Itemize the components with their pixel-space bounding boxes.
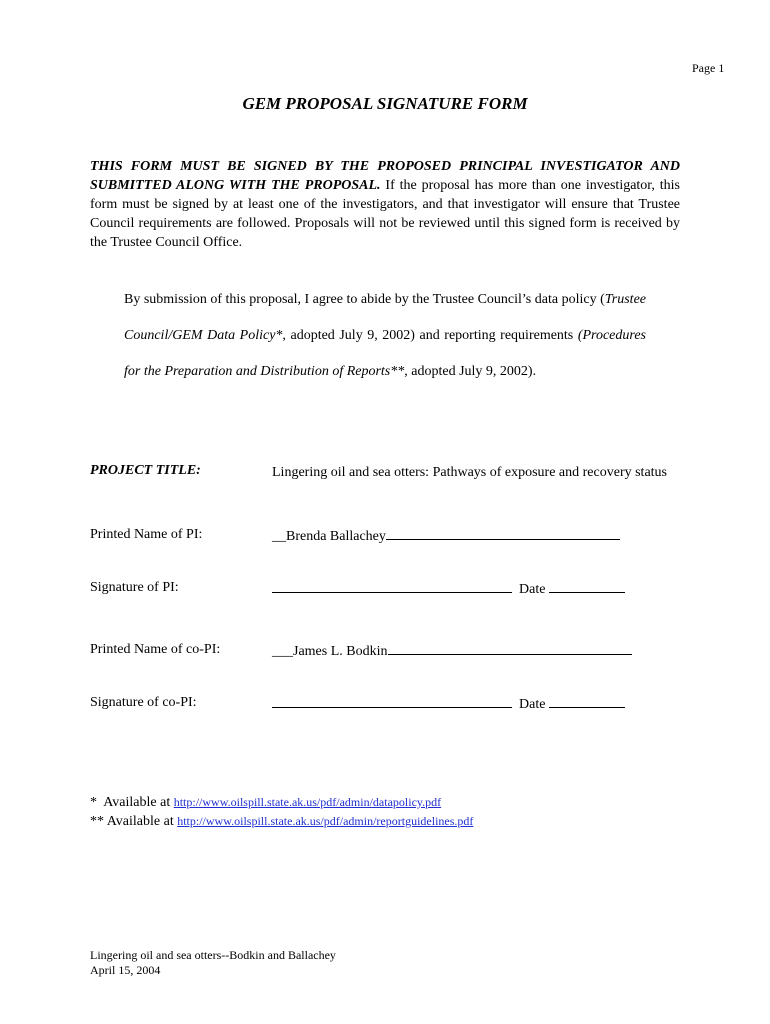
copi-signature-label: Signature of co-PI:: [90, 695, 197, 710]
pi-name-underline: [386, 527, 620, 540]
project-title-label: PROJECT TITLE:: [90, 463, 201, 478]
footer-line-1: Lingering oil and sea otters--Bodkin and Ballachey: [90, 948, 336, 962]
policy-name: Trustee Council/GEM Data Policy*: [124, 292, 646, 343]
pi-signature-line: [272, 580, 512, 593]
copi-signature-line: [272, 695, 512, 708]
copi-signature-field[interactable]: [272, 695, 682, 714]
copi-name-prefix: ___: [272, 644, 293, 659]
copi-date-label: Date: [519, 697, 546, 712]
intro-rest: If the proposal has more than one investigator, this form must be signed by at least one of the investigators, and that investigator will ensure that Trustee Council requirements are followed. Proposals will not be reviewed until this signed form is received by the Trustee Council Office.: [90, 178, 681, 250]
data-policy-link[interactable]: http://www.oilspill.state.ak.us/pdf/admin/datapolicy.pdf: [173, 795, 442, 809]
pi-name-value: Brenda Ballachey: [286, 529, 386, 544]
agreement-part1: By submission of this proposal, I agree to abide by the Trustee Council’s data policy (: [124, 292, 605, 307]
footnote-marker-2: ** Available at: [90, 814, 178, 829]
procedures-name: (Procedures for the Preparation and Distribution of Reports**: [124, 328, 646, 379]
pi-name-prefix: __: [272, 529, 286, 544]
intro-paragraph: [90, 157, 680, 252]
footnotes: [90, 793, 473, 831]
pi-signature-field[interactable]: [272, 580, 682, 599]
pi-date-line[interactable]: [549, 580, 625, 593]
pi-date-label: Date: [519, 582, 546, 597]
pi-signature-label: Signature of PI:: [90, 580, 179, 595]
copi-name-underline: [388, 642, 632, 655]
form-title: GEM PROPOSAL SIGNATURE FORM: [242, 94, 528, 113]
footnote-data-policy: [90, 793, 473, 812]
intro-caps: THIS FORM MUST BE SIGNED BY THE PROPOSED PRINCIPAL INVESTIGATOR AND SUBMITTED ALONG WITH THE PROPOSAL.: [90, 159, 680, 193]
copi-name-value: James L. Bodkin: [293, 644, 388, 659]
copi-name-label: Printed Name of co-PI:: [90, 642, 221, 657]
footnote-report-guidelines: [90, 812, 473, 831]
page-footer: [90, 948, 336, 978]
report-guidelines-link[interactable]: http://www.oilspill.state.ak.us/pdf/admin/reportguidelines.pdf: [177, 814, 474, 828]
agreement-part2: , adopted July 9, 2002) and reporting requirements: [282, 328, 578, 343]
copi-name-field[interactable]: [272, 642, 682, 661]
pi-name-label: Printed Name of PI:: [90, 527, 203, 542]
agreement-part3: , adopted July 9, 2002).: [404, 364, 537, 379]
pi-name-field[interactable]: [272, 527, 682, 546]
copi-date-line[interactable]: [549, 695, 625, 708]
page-number: Page 1: [692, 61, 725, 75]
project-title-value: Lingering oil and sea otters: Pathways of exposure and recovery status: [272, 465, 668, 480]
footnote-marker-1: * Available at: [90, 795, 174, 810]
agreement-paragraph: [124, 282, 646, 390]
footer-line-2: April 15, 2004: [90, 963, 161, 977]
